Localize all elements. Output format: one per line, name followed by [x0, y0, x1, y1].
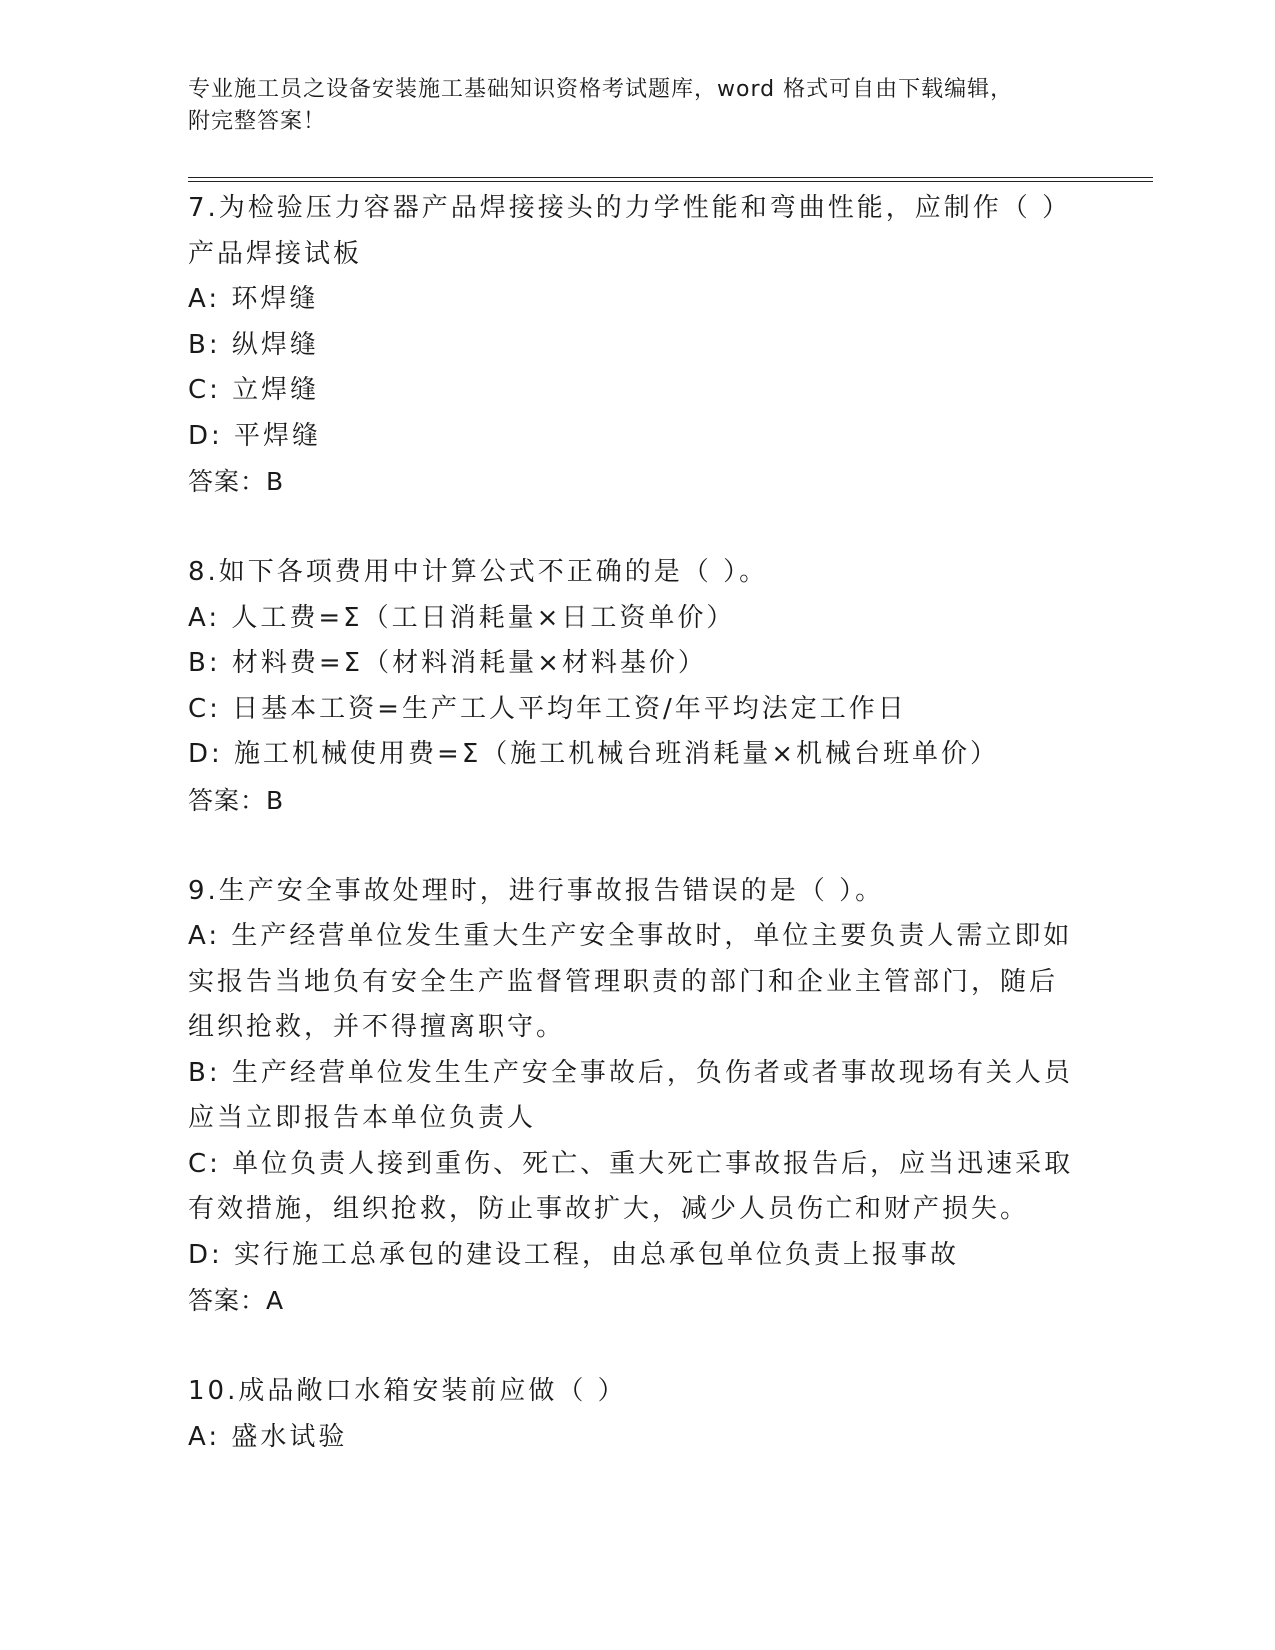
question-stem: 8.如下各项费用中计算公式不正确的是（ ）。	[188, 557, 769, 587]
option-c: C: 立焊缝	[188, 375, 320, 405]
spacer	[188, 823, 1088, 869]
question-list	[188, 186, 1088, 1460]
option-d: D: 实行施工总承包的建设工程，由总承包单位负责上报事故	[188, 1239, 960, 1270]
option-a: A: 人工费=Σ（工日消耗量×日工资单价）	[188, 602, 736, 633]
question-stem: 产品焊接试板	[188, 238, 363, 269]
question-stem: 7.为检验压力容器产品焊接接头的力学性能和弯曲性能，应制作（ ）	[188, 193, 1072, 223]
document-header	[188, 74, 1068, 138]
option-a-continued: 组织抢救，并不得擅离职守。	[188, 1012, 566, 1042]
option-c: C: 单位负责人接到重伤、死亡、重大死亡事故报告后，应当迅速采取	[188, 1148, 1074, 1179]
header-divider-bottom	[188, 181, 1153, 182]
option-c-continued: 有效措施，组织抢救，防止事故扩大，减少人员伤亡和财产损失。	[188, 1194, 1030, 1224]
spacer	[188, 1324, 1088, 1370]
option-b: B: 生产经营单位发生生产安全事故后，负伤者或者事故现场有关人员	[188, 1057, 1073, 1088]
option-d: D: 平焊缝	[188, 420, 322, 451]
header-divider-top	[188, 177, 1153, 178]
question-stem: 9.生产安全事故处理时，进行事故报告错误的是（ ）。	[188, 875, 885, 906]
answer: 答案：B	[188, 785, 285, 815]
option-b-continued: 应当立即报告本单位负责人	[188, 1103, 537, 1133]
header-line-2: 附完整答案！	[188, 109, 327, 134]
question-8	[188, 550, 1088, 823]
question-9	[188, 869, 1088, 1324]
option-d: D: 施工机械使用费=Σ（施工机械台班消耗量×机械台班单价）	[188, 739, 1000, 769]
question-7	[188, 186, 1088, 505]
question-10	[188, 1369, 1088, 1460]
option-a: A: 生产经营单位发生重大生产安全事故时，单位主要负责人需立即如	[188, 921, 1073, 951]
option-b: B: 材料费=Σ（材料消耗量×材料基价）	[188, 648, 707, 678]
option-c: C: 日基本工资=生产工人平均年工资/年平均法定工作日	[188, 693, 907, 724]
option-a-continued: 实报告当地负有安全生产监督管理职责的部门和企业主管部门，随后	[188, 966, 1059, 997]
option-b: B: 纵焊缝	[188, 329, 319, 360]
option-a: A: 环焊缝	[188, 284, 319, 314]
answer: 答案：B	[188, 467, 285, 496]
header-line-1: 专业施工员之设备安装施工基础知识资格考试题库，word 格式可自由下载编辑，	[188, 77, 1014, 102]
option-a: A: 盛水试验	[188, 1421, 348, 1452]
answer: 答案：A	[188, 1286, 285, 1315]
question-stem: 10.成品敞口水箱安装前应做（ ）	[188, 1376, 627, 1406]
spacer	[188, 505, 1088, 551]
